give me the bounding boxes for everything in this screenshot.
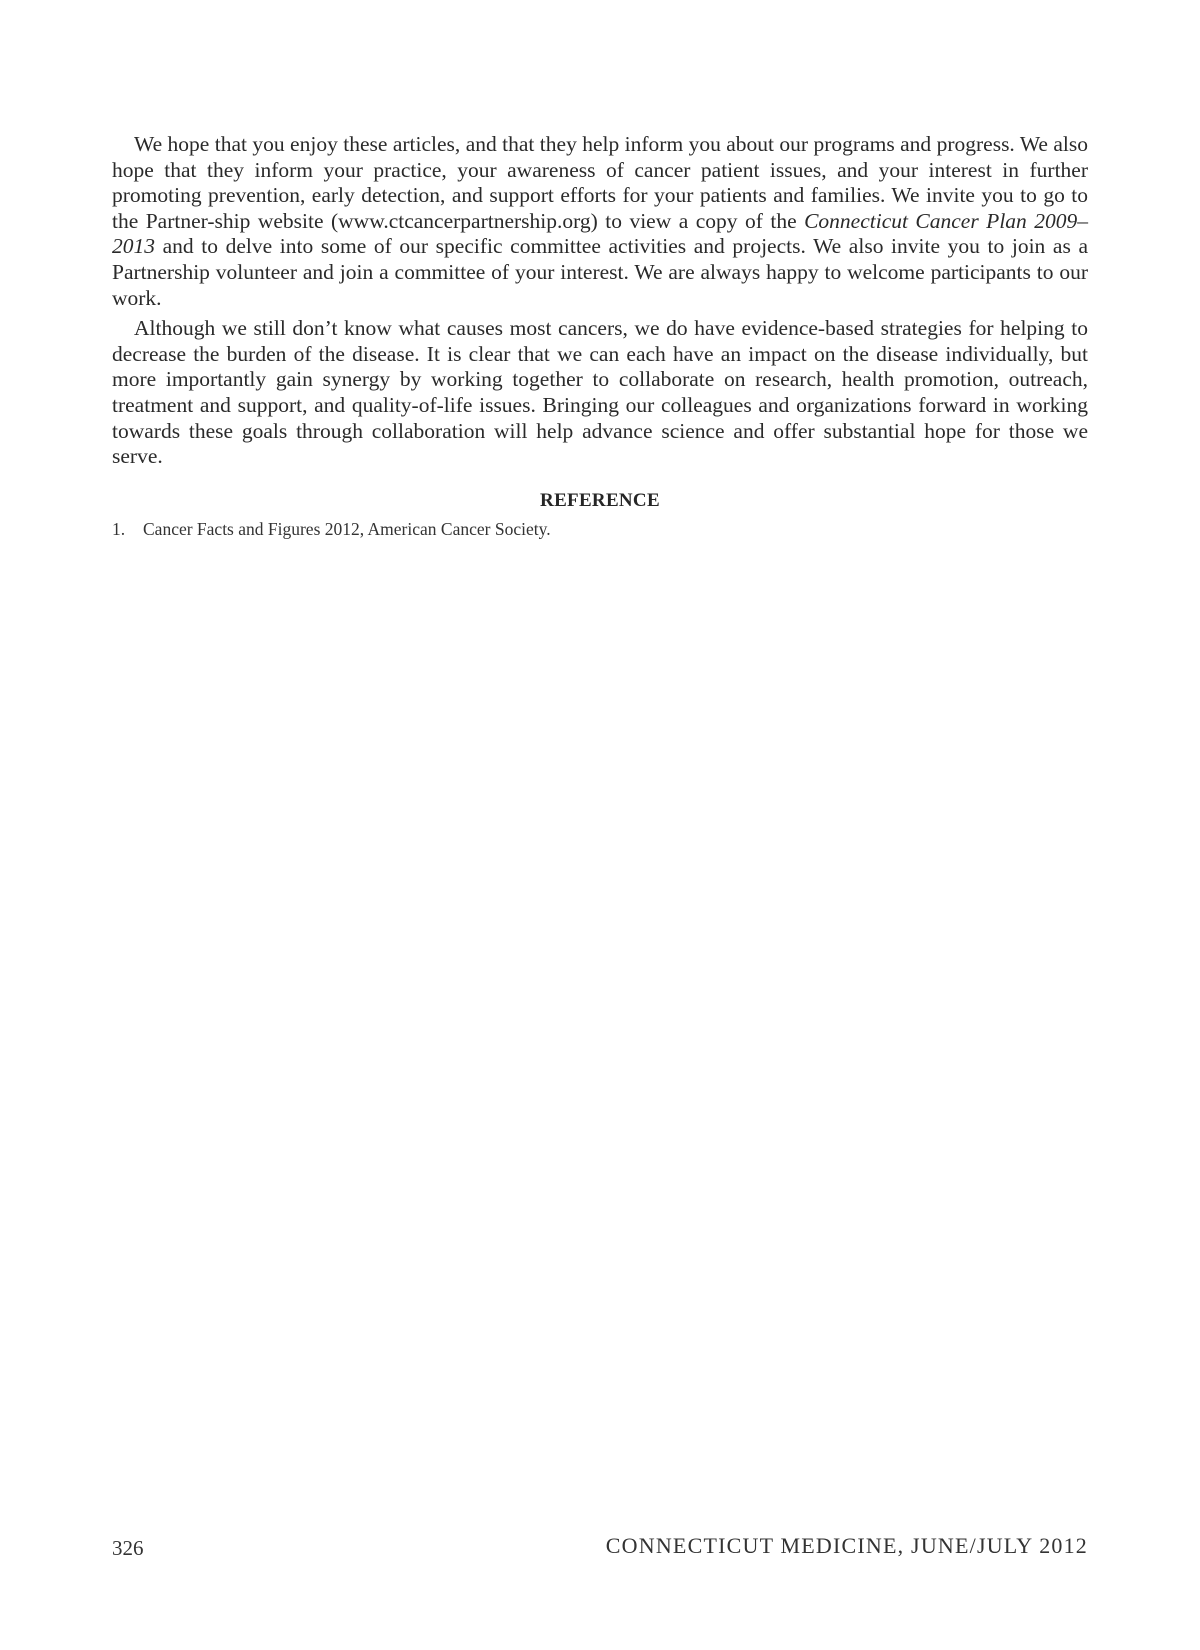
page-number: 326	[112, 1536, 144, 1560]
paragraph-1-text-a: We hope that you enjoy these articles, and that they help inform you about our programs and progress. We also hope that they inform your practice, your awareness of cancer patient issues, and your interest in further promoting prevention, early detection, and support efforts for your patients and families. We invite you to go to the Partner-ship website (www.ctcancerpartnership.org) to view a copy of the	[112, 132, 1088, 233]
paragraph-1	[112, 132, 1088, 311]
paragraph-1-text-b: and to delve into some of our specific committee activities and projects. We also invite you to join as a Partnership volunteer and join a committee of your interest. We are always happy to welcome participants to our work.	[112, 234, 1088, 310]
reference-item	[112, 518, 1088, 540]
journal-running-footer: CONNECTICUT MEDICINE, JUNE/JULY 2012	[605, 1533, 1088, 1558]
reference-text: Cancer Facts and Figures 2012, American Cancer Society.	[143, 518, 551, 539]
article-body	[112, 132, 1088, 540]
plan-title-italic: Connecticut Cancer Plan 2009–2013	[112, 208, 1088, 259]
reference-heading: REFERENCE	[540, 489, 660, 511]
reference-list	[112, 518, 1088, 540]
paragraph-2: Although we still don’t know what causes most cancers, we do have evidence-based strategies for helping to decrease the burden of the disease. It is clear that we can each have an impact on the disease individually, but more importantly gain synergy by working together to collaborate on research, health promotion, outreach, treatment and support, and quality-of-life issues. Bringing our colleagues and organizations forward in working towards these goals through collaboration will help advance science and offer substantial hope for those we serve.	[112, 316, 1088, 469]
reference-number: 1.	[112, 518, 126, 539]
